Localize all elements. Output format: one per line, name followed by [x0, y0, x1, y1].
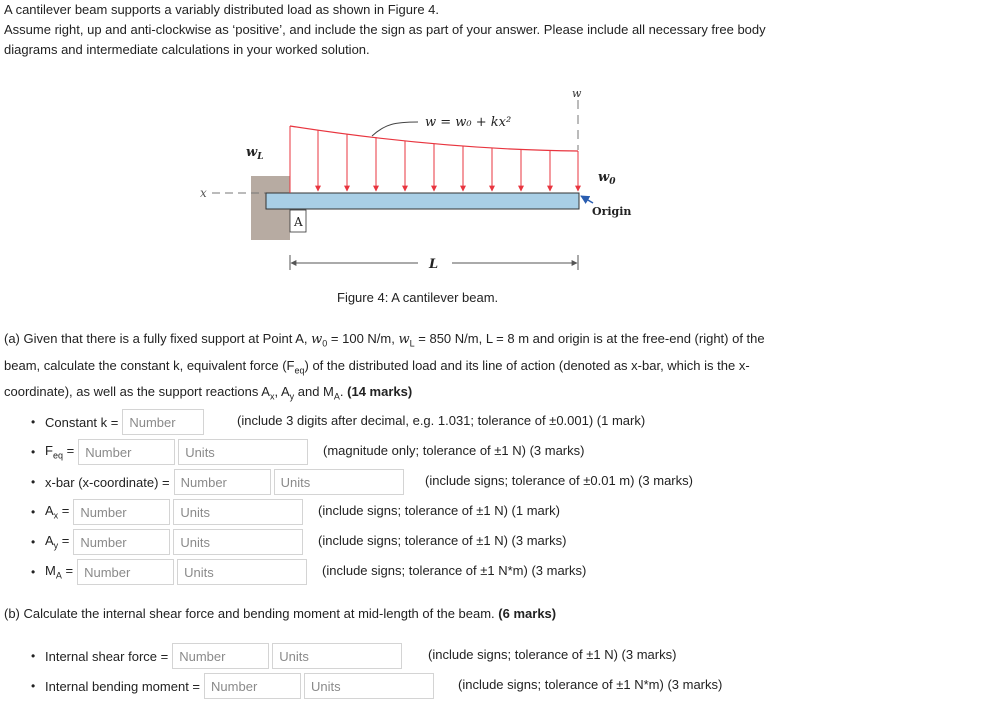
equation-leader	[372, 122, 418, 136]
ax-label: $A_x$ =	[45, 503, 70, 521]
intro-line-2: Assume right, up and anti-clockwise as ‘positive’, and include the sign as part of your answer. Please include all necessary free body	[4, 22, 766, 37]
origin-arrow	[581, 196, 593, 203]
ay-label: $A_y$ =	[45, 533, 70, 551]
part-b-question: (b) Calculate the internal shear force and bending moment at mid-length of the beam. (6 marks)	[4, 606, 557, 621]
k-note: (include 3 digits after decimal, e.g. 1.031; tolerance of ±0.001) (1 mark)	[237, 413, 646, 428]
ay-note: (include signs; tolerance of ±1 N) (3 marks)	[318, 533, 567, 548]
point-a-label: A	[294, 215, 303, 229]
length-label: L	[429, 257, 439, 272]
k-number-input[interactable]: Number	[122, 409, 204, 435]
figure-caption: Figure 4: A cantilever beam.	[337, 290, 499, 305]
xbar-label: x-bar (x-coordinate) =	[45, 474, 170, 490]
xbar-note: (include signs; tolerance of ±0.01 m) (3 marks)	[425, 473, 693, 488]
load-equation: w = w₀ + kx²	[425, 115, 512, 130]
xbar-number-input[interactable]: Number	[174, 469, 271, 495]
feq-row: • $F_{eq}$ = Number Units	[31, 437, 308, 467]
xbar-row: • x-bar (x-coordinate) = Number Units	[31, 467, 404, 497]
ax-units-input[interactable]: Units	[173, 499, 303, 525]
load-arrows	[318, 130, 578, 191]
ay-number-input[interactable]: Number	[73, 529, 170, 555]
ma-label: $M_A$ =	[45, 563, 74, 581]
shear-label: Internal shear force =	[45, 648, 169, 664]
origin-label: Origin	[592, 205, 632, 218]
beam	[266, 193, 579, 209]
moment-number-input[interactable]: Number	[204, 673, 301, 699]
ax-number-input[interactable]: Number	[73, 499, 170, 525]
moment-label: Internal bending moment =	[45, 678, 201, 694]
shear-units-input[interactable]: Units	[272, 643, 402, 669]
xbar-units-input[interactable]: Units	[274, 469, 404, 495]
shear-row: • Internal shear force = Number Units	[31, 641, 402, 671]
moment-note: (include signs; tolerance of ±1 N*m) (3 marks)	[458, 677, 723, 692]
shear-note: (include signs; tolerance of ±1 N) (3 marks)	[428, 647, 677, 662]
w0-label: $w_0$	[598, 170, 616, 187]
ma-note: (include signs; tolerance of ±1 N*m) (3 marks)	[322, 563, 587, 578]
feq-label: $F_{eq}$ =	[45, 443, 75, 461]
moment-units-input[interactable]: Units	[304, 673, 434, 699]
feq-number-input[interactable]: Number	[78, 439, 175, 465]
intro-line-3: diagrams and intermediate calculations in your worked solution.	[4, 42, 370, 57]
ax-row: • $A_x$ = Number Units	[31, 497, 303, 527]
shear-number-input[interactable]: Number	[172, 643, 269, 669]
ma-units-input[interactable]: Units	[177, 559, 307, 585]
ay-row: • $A_y$ = Number Units	[31, 527, 303, 557]
feq-note: (magnitude only; tolerance of ±1 N) (3 marks)	[323, 443, 585, 458]
k-row: • Constant k = Number	[31, 407, 204, 437]
ma-number-input[interactable]: Number	[77, 559, 174, 585]
wl-label: $w_L$	[246, 145, 264, 162]
beam-figure	[0, 0, 993, 300]
ma-row: • $M_A$ = Number Units	[31, 557, 307, 587]
x-axis-label: x	[200, 186, 207, 200]
ay-units-input[interactable]: Units	[173, 529, 303, 555]
feq-units-input[interactable]: Units	[178, 439, 308, 465]
intro-line-1: A cantilever beam supports a variably distributed load as shown in Figure 4.	[4, 2, 440, 17]
k-label: Constant k =	[45, 414, 119, 430]
part-a-question: (a) Given that there is a fully fixed support at Point A, $w_0 = 100$ N/m, $w_L = 850$ N/m, L = 8 m and origin is at the free-end (right) of the beam, calculate the constant k, equivalent force $(F_{eq})$ of the distributed load and its line of action (denoted as x-bar, which is the x- coordinate), as well as the support reactions $A_x$, $A_y$ and $M_A$. (14 marks)	[4, 331, 765, 402]
moment-row: • Internal bending moment = Number Units	[31, 671, 434, 701]
ax-note: (include signs; tolerance of ±1 N) (1 mark)	[318, 503, 560, 518]
w-axis-label: w	[572, 87, 582, 100]
